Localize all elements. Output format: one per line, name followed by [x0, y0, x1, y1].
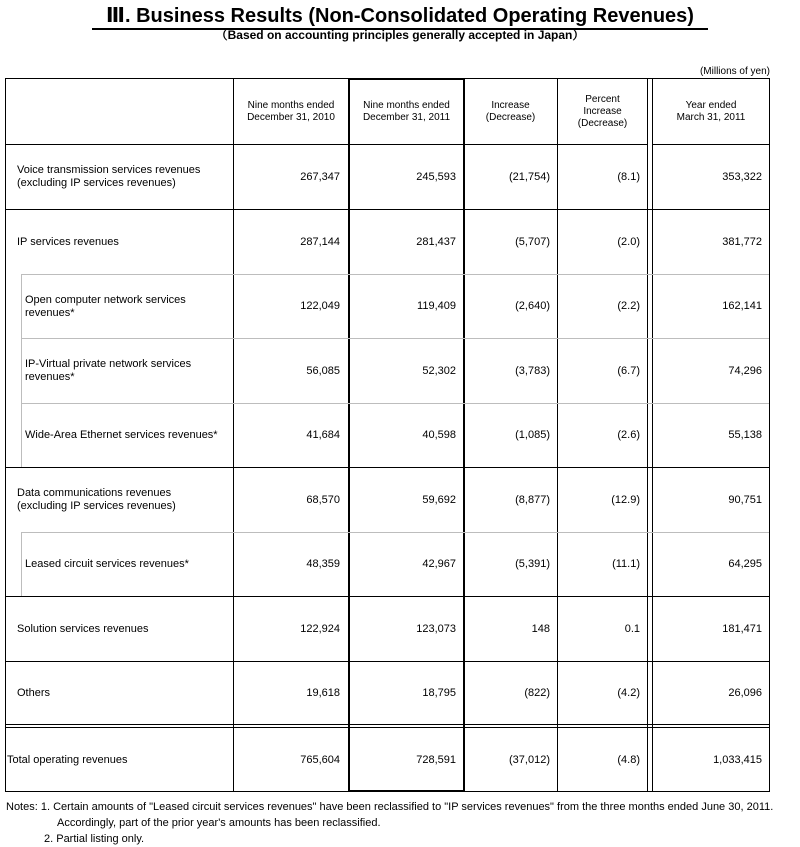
cell-year-ended: 162,141	[722, 300, 762, 312]
cell-percent: 0.1	[624, 622, 640, 635]
cell-nine-months-2010: 765,604	[300, 753, 340, 766]
header-increase: Increase (Decrease)	[485, 99, 536, 123]
cell-percent: (11.1)	[612, 558, 640, 570]
row-label-line: revenues*	[25, 371, 75, 383]
row-label-line: IP services revenues	[17, 235, 119, 248]
row-label-line: Open computer network services	[25, 293, 186, 306]
cell-year-ended: 74,296	[728, 364, 762, 377]
cell-increase: (1,085)	[515, 429, 550, 441]
row-label	[17, 145, 226, 209]
cell-percent: (8.1)	[617, 170, 640, 183]
cell-year-ended: 64,295	[728, 558, 762, 570]
header-nine-months-2010: Nine months ended December 31, 2010	[247, 99, 335, 123]
cell-percent: (2.0)	[617, 235, 640, 248]
cell-nine-months-2011: 123,073	[416, 622, 456, 635]
row-label-line: Data communications revenues	[17, 487, 172, 499]
header-percent-increase: Percent Increase (Decrease)	[577, 93, 628, 129]
cell-nine-months-2010: 287,144	[300, 235, 340, 248]
header-year-ended: Year ended March 31, 2011	[676, 99, 746, 123]
cell-nine-months-2011: 52,302	[422, 364, 456, 377]
cell-nine-months-2010: 19,618	[306, 686, 340, 699]
cell-percent: (2.2)	[617, 300, 640, 312]
table-left-border	[5, 78, 6, 792]
cell-percent: (4.2)	[617, 686, 640, 699]
cell-increase: (21,754)	[509, 170, 550, 183]
cell-nine-months-2011: 728,591	[416, 753, 456, 766]
cell-increase: 148	[531, 622, 550, 635]
row-label-line: Leased circuit services revenues*	[25, 558, 189, 570]
table-right-border	[769, 78, 770, 792]
cell-year-ended: 55,138	[728, 429, 762, 441]
notes	[6, 799, 773, 847]
row-label-line: (excluding IP services revenues)	[17, 177, 176, 189]
cell-percent: (4.8)	[617, 753, 640, 766]
row-label	[17, 597, 226, 661]
cell-nine-months-2011: 18,795	[422, 686, 456, 699]
note-1-continued: Accordingly, part of the prior year's amounts has been reclassified.	[57, 817, 381, 829]
cell-nine-months-2011: 281,437	[416, 235, 456, 248]
row-label	[25, 339, 226, 403]
cell-nine-months-2010: 41,684	[306, 429, 340, 441]
page-subtitle: （Based on accounting principles generally accepted in Japan）	[215, 28, 585, 42]
cell-percent: (12.9)	[611, 493, 640, 506]
cell-increase: (37,012)	[509, 753, 550, 766]
row-label	[7, 729, 226, 791]
row-label-line: Others	[17, 686, 51, 699]
header-nine-months-2011: Nine months ended December 31, 2011	[362, 99, 451, 123]
cell-year-ended: 381,772	[722, 235, 762, 248]
cell-year-ended: 26,096	[728, 686, 762, 699]
row-label	[17, 210, 226, 274]
row-label	[17, 662, 226, 724]
row-label-line: Solution services revenues	[17, 622, 149, 635]
total-double-line	[5, 724, 769, 728]
cell-increase: (8,877)	[515, 493, 550, 506]
cell-percent: (6.7)	[617, 364, 640, 377]
cell-year-ended: 353,322	[722, 170, 762, 183]
year-column-gap	[648, 79, 652, 791]
indent-line-data	[21, 532, 22, 596]
cell-nine-months-2010: 267,347	[300, 170, 340, 183]
cell-year-ended: 90,751	[728, 493, 762, 506]
note-2: 2. Partial listing only.	[44, 833, 145, 845]
row-label	[17, 468, 226, 532]
page-title: Ⅲ. Business Results (Non-Consolidated Operating Revenues)	[0, 5, 800, 30]
cell-nine-months-2011: 42,967	[422, 558, 456, 570]
cell-nine-months-2011: 119,409	[417, 300, 456, 312]
cell-increase: (2,640)	[515, 300, 550, 312]
row-label-line: Total operating revenues	[7, 753, 128, 766]
cell-nine-months-2011: 59,692	[422, 493, 456, 506]
cell-increase: (822)	[524, 686, 550, 699]
cell-year-ended: 1,033,415	[713, 753, 762, 766]
row-label-line: IP-Virtual private network services	[25, 358, 192, 370]
cell-nine-months-2010: 68,570	[306, 493, 340, 506]
cell-increase: (3,783)	[515, 364, 550, 377]
cell-nine-months-2010: 122,924	[300, 622, 340, 635]
cell-year-ended: 181,471	[722, 622, 762, 635]
cell-increase: (5,707)	[515, 235, 550, 248]
cell-nine-months-2010: 122,049	[300, 300, 340, 312]
note-1: Notes: 1. Certain amounts of "Leased circuit services revenues" have been reclassified to "IP services revenues" from the three months ended June 30, 2011.	[6, 801, 774, 813]
row-label-line: Voice transmission services revenues	[17, 164, 201, 176]
row-label-line: revenues*	[25, 306, 75, 319]
cell-increase: (5,391)	[515, 558, 550, 570]
cell-nine-months-2010: 48,359	[306, 558, 340, 570]
row-label	[25, 275, 226, 338]
cell-nine-months-2011: 245,593	[416, 170, 456, 183]
units-label: (Millions of yen)	[699, 66, 770, 77]
row-label-line: Wide-Area Ethernet services revenues*	[25, 429, 218, 441]
row-label-line: (excluding IP services revenues)	[17, 500, 176, 512]
row-label	[25, 533, 226, 596]
cell-percent: (2.6)	[617, 429, 640, 441]
indent-line-ip	[21, 274, 22, 467]
cell-nine-months-2010: 56,085	[306, 364, 340, 377]
row-label	[25, 404, 226, 467]
cell-nine-months-2011: 40,598	[422, 429, 456, 441]
